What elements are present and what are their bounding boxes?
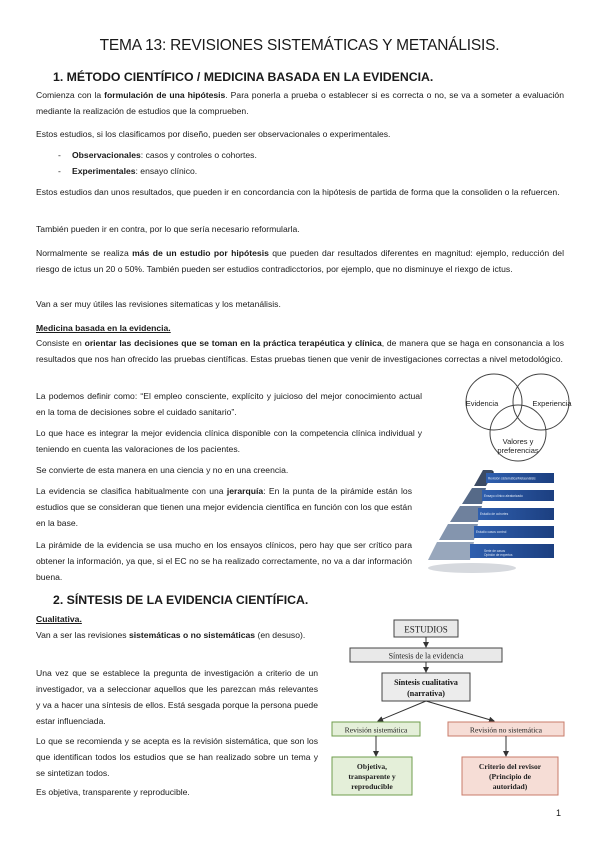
section-1-heading: 1. MÉTODO CIENTÍFICO / MEDICINA BASADA EN LA EVIDENCIA. bbox=[53, 70, 434, 84]
pyramid-shadow bbox=[428, 563, 516, 573]
synthesis-flowchart bbox=[328, 616, 572, 802]
bold-text: formulación de una hipótesis bbox=[104, 90, 226, 100]
page-title: TEMA 13: REVISIONES SISTEMÁTICAS Y METANÁLISIS. bbox=[99, 37, 500, 54]
bold-text: Experimentales bbox=[72, 166, 136, 176]
page-number: 1 bbox=[556, 808, 562, 818]
venn-diagram bbox=[460, 372, 580, 464]
pyramid-label: Estudio de cohortes bbox=[480, 512, 509, 516]
flow-text-rev-sistematica: Revisión sistemática bbox=[344, 725, 408, 735]
flow-text-objetiva: Objetiva, bbox=[356, 762, 388, 771]
bold-text: Observacionales bbox=[72, 150, 141, 160]
text: , de manera que se haga en consonancia a los resultados que nos han ofrecido las pruebas científicas. Estas pruebas tienen que venir de investigaciones correctas a nivel metodológico. bbox=[36, 338, 564, 364]
paragraph-integrate: Lo que hace es integrar la mejor evidencia clínica disponible con la competencia clínica individual y teniendo en cuenta las valoraciones de los pacientes. bbox=[36, 428, 422, 454]
paragraph-reviews bbox=[36, 627, 318, 643]
paragraph-science: Se convierte de esta manera en una ciencia y no en una creencia. bbox=[36, 465, 289, 475]
paragraph-definition: La podemos definir como: “El empleo consciente, explícito y juicioso del mejor conocimiento actual en la toma de decisiones sobre el cuidado sanitario”. bbox=[36, 391, 422, 417]
pyramid-layer-4 bbox=[439, 524, 478, 540]
pyramid-label: Serie de casos bbox=[484, 549, 506, 553]
text: que pueden dar resultados diferentes en magnitud: ejemplo, reducción del riesgo de ictus un 20 o 50%. También pueden ser estudios contradicctorios, por ejemplo, que no disminuye el riexgo de ictus. bbox=[36, 248, 564, 274]
text: : ensayo clínico. bbox=[135, 166, 198, 176]
paragraph-selection: Una vez que se establece la pregunta de investigación a criterio de un investigador, va a seleccionar aquellos que les parezcan más relevantes y va a hacer una síntesis de ellos. Está sesgada porque la persona puede estar influenciada. bbox=[36, 668, 318, 726]
flow-arrow bbox=[378, 701, 426, 721]
text: : casos y controles o cohortes. bbox=[140, 150, 257, 160]
paragraph-hierarchy bbox=[36, 483, 412, 531]
bold-text: orientar las decisiones que se toman en la práctica terapéutica y clínica bbox=[84, 338, 382, 348]
bold-text: sistemáticas o no sistemáticas bbox=[128, 630, 256, 640]
bold-text: jerarquía bbox=[226, 486, 264, 496]
subheading-cualitativa: Cualitativa. bbox=[36, 614, 82, 624]
flow-text-criterio: Criterio del revisor bbox=[478, 762, 542, 771]
paragraph-useful: Van a ser muy útiles las revisiones sitematicas y los metanálisis. bbox=[36, 299, 281, 309]
paragraph-against: También pueden ir en contra, por lo que sería necesario reformularla. bbox=[36, 224, 300, 234]
pyramid-label: Ensayo clínico aleatorizado bbox=[484, 494, 523, 498]
paragraph-multiple-studies bbox=[36, 245, 564, 277]
paragraph-results: Estos estudios dan unos resultados, que pueden ir en concordancia con la hipótesis de partida de forma que la consoliden o la refuercen. bbox=[36, 187, 560, 197]
flow-text-narrativa: (narrativa) bbox=[407, 689, 445, 698]
text: La evidencia se clasifica habitualmente con una bbox=[36, 486, 227, 496]
text: (en desuso). bbox=[255, 630, 306, 640]
text: Van a ser las revisiones bbox=[36, 630, 129, 640]
list-item: - Experimentales: ensayo clínico. bbox=[58, 166, 198, 176]
text: Consiste en bbox=[36, 338, 85, 348]
paragraph-objective: Es objetiva, transparente y reproducible. bbox=[36, 787, 190, 797]
flow-text-principio: (Principio de bbox=[489, 772, 531, 781]
paragraph-mbe bbox=[36, 335, 564, 367]
list-item: - Observacionales: casos y controles o cohortes. bbox=[58, 150, 257, 160]
pyramid-layer-3 bbox=[450, 506, 482, 522]
text: : En la punta de la pirámide están los estudios que se consideran que tienen una mejor evidencia científica en función con los que están en la base. bbox=[36, 486, 412, 528]
venn-label-experience: Experiencia bbox=[532, 399, 572, 408]
pyramid-label: Estudio casos control bbox=[476, 530, 507, 534]
pyramid-layer-5 bbox=[428, 542, 474, 560]
text: Comienza con la bbox=[36, 90, 105, 100]
flow-text-estudios: ESTUDIOS bbox=[404, 624, 448, 635]
flow-text-transparente: transparente y bbox=[348, 772, 396, 781]
section-2-heading: 2. SÍNTESIS DE LA EVIDENCIA CIENTÍFICA. bbox=[53, 593, 309, 607]
text: . Para ponerla a prueba o establecer si es correcta o no, se va a someter a evaluación mediante la realización de estudios que la comprueben. bbox=[36, 90, 564, 116]
paragraph-design: Estos estudios, si los clasificamos por diseño, pueden ser observacionales o experimentales. bbox=[36, 129, 391, 139]
paragraph-hypothesis bbox=[36, 87, 564, 119]
text: Normalmente se realiza bbox=[36, 248, 133, 258]
flow-text-cualitativa: Síntesis cualitativa bbox=[394, 678, 458, 687]
flow-text-rev-no-sistematica: Revisión no sistemática bbox=[469, 725, 543, 735]
venn-label-preferences: preferencias bbox=[497, 446, 539, 455]
evidence-pyramid bbox=[426, 468, 584, 580]
venn-label-values: Valores y bbox=[502, 437, 534, 446]
paragraph-pyramid: La pirámide de la evidencia se usa mucho en los ensayos clínicos, pero hay que ser crítico para obtener la información, ya que, si el EC no se ha realizado correctamente, no va a dar información buena. bbox=[36, 540, 412, 582]
bold-text: más de un estudio por hipótesis bbox=[132, 248, 269, 258]
pyramid-label: Revisión sistemática/Metaanálisis bbox=[488, 476, 536, 481]
flow-text-reproducible: reproducible bbox=[351, 782, 393, 791]
flow-text-sintesis: Síntesis de la evidencia bbox=[388, 651, 464, 661]
flow-arrow bbox=[426, 701, 494, 721]
subheading-mbe: Medicina basada en la evidencia. bbox=[36, 323, 171, 333]
pyramid-label: Opinión de expertos bbox=[484, 553, 513, 557]
flow-text-autoridad: autoridad) bbox=[492, 782, 528, 791]
paragraph-recommended: Lo que se recomienda y se acepta es la revisión sistemática, que son los que identifican todos los estudios que se han realizado sobre un tema y se sintetizan todos. bbox=[36, 736, 318, 778]
venn-label-evidence: Evidencia bbox=[465, 399, 499, 408]
